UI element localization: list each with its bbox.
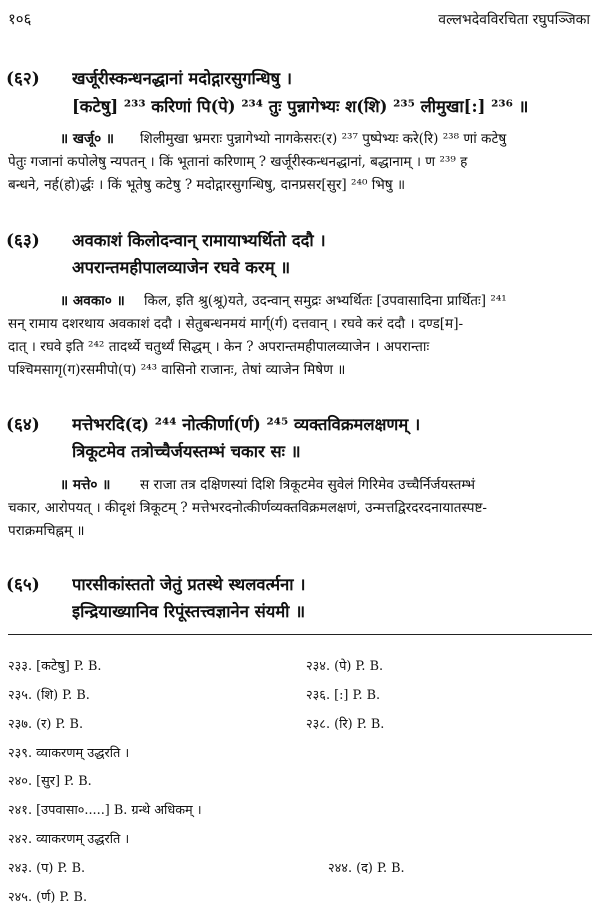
commentary-line: चकार, आरोपयत् । कीदृशं त्रिकूटम् ? मत्तेभरदनोत्कीर्णव्यक्तविक्रमलक्षणं, उन्मत्तद्विरदरदनायातस्पष्ट- — [8, 500, 488, 516]
verse-line: [कटेषु] ²³³ करिणां पि(पे) ²³⁴ तुः पुन्नागेभ्यः श(शि) ²³⁵ लीमुखा[:] ²³⁶ ॥ — [72, 97, 529, 116]
commentary-line: पश्चिमसागृ(ग)रसमीपो(प) ²⁴³ वासिनो राजानः, तेषां व्याजेन मिषेण ॥ — [8, 362, 346, 378]
verse-line: इन्द्रियाख्यानिव रिपूंस्तत्त्वज्ञानेन संयमी ॥ — [72, 602, 306, 621]
commentary-line: पराक्रमचिह्नम् ॥ — [8, 523, 85, 539]
verse-number: (६४) — [6, 415, 40, 435]
footnote-separator — [8, 634, 592, 635]
verse-line: अपरान्तमहीपालव्याजेन रघवे करम् ॥ — [72, 258, 291, 277]
footnote-241: २४१. [उपवासा०.....] B. ग्रन्थे अधिकम् । — [8, 803, 202, 818]
footnote-236: २३६. [:] P. B. — [306, 688, 381, 703]
commentary-line: शिलीमुखा भ्रमराः पुन्नागेभ्यो नागकेसरः(र) ²³⁷ पुष्पेभ्यः करे(रि) ²³⁸ णां कटेषु — [140, 131, 507, 147]
footnote-243: २४३. (प) P. B. — [8, 861, 86, 876]
verse-line: पारसीकांस्ततो जेतुं प्रतस्थे स्थलवर्त्मना । — [72, 575, 306, 594]
page-header — [8, 6, 590, 32]
footnote-242: २४२. व्याकरणम् उद्धरति । — [8, 832, 130, 847]
footnote-240: २४०. [सुर] P. B. — [8, 774, 92, 789]
commentary-keyword: ॥ मत्ते० ॥ — [60, 477, 111, 493]
commentary-line: किल, इति श्रु(श्रू)यते, उदन्वान् समुद्रः अभ्यर्थितः [उपवासादिना प्रार्थितः] ²⁴¹ — [144, 293, 507, 309]
footnote-237: २३७. (र) P. B. — [8, 717, 84, 732]
footnote-233: २३३. [कटेषु] P. B. — [8, 659, 102, 674]
commentary-line: स राजा तत्र दक्षिणस्यां दिशि त्रिकूटमेव सुवेलं गिरिमेव उच्चैर्निर्जयस्तम्भं — [140, 477, 476, 493]
footnote-245: २४५. (र्ण) P. B. — [8, 890, 88, 905]
footnote-239: २३९. व्याकरणम् उद्धरति । — [8, 746, 130, 761]
verse-number: (६२) — [6, 69, 40, 89]
verse-number: (६५) — [6, 575, 40, 595]
footnote-235: २३५. (शि) P. B. — [8, 688, 90, 703]
running-title: वल्लभदेवविरचिता रघुपञ्जिका — [438, 11, 590, 28]
page-number: १०६ — [8, 10, 32, 28]
footnote-238: २३८. (रि) P. B. — [306, 717, 385, 732]
verse-line: खर्जूरीस्कन्धनद्धानां मदोद्गारसुगन्धिषु । — [72, 69, 293, 88]
footnote-244: २४४. (द) P. B. — [328, 861, 405, 876]
commentary-line: पेतुः गजानां कपोलेषु न्यपतन् । किं भूतानां करिणाम् ? खर्जूरीस्कन्धनद्धानां, बद्धानाम् । ण ²³⁹ ह — [8, 154, 468, 170]
commentary-line: बन्धने, नर्ह(हो)र्द्धः । किं भूतेषु कटेषु ? मदोद्गारसुगन्धिषु, दानप्रसर[सुर] ²⁴⁰ भिषु ॥ — [8, 177, 406, 193]
verse-line: त्रिकूटमेव तत्रोच्चैर्जयस्तम्भं चकार सः ॥ — [72, 442, 301, 461]
verse-line: अवकाशं किलोदन्वान् रामायाभ्यर्थितो ददौ । — [72, 231, 326, 250]
commentary-keyword: ॥ खर्जू० ॥ — [60, 131, 115, 147]
footnote-234: २३४. (पे) P. B. — [306, 659, 384, 674]
verse-line: मत्तेभरदि(द) ²⁴⁴ नोत्कीर्णा(र्ण) ²⁴⁵ व्यक्तविक्रमलक्षणम् । — [72, 415, 421, 434]
commentary-line: दात् । रघवे इति ²⁴² तादर्थ्ये चतुर्थ्यं सिद्धम् । केन ? अपरान्तमहीपालव्याजेन । अपरान्ताः — [8, 339, 430, 355]
commentary-keyword: ॥ अवका० ॥ — [60, 293, 125, 309]
commentary-line: सन् रामाय दशरथाय अवकाशं ददौ । सेतुबन्धनमयं मार्ग्(र्ग) दत्तवान् । रघवे करं ददौ । दण्ड[म]- — [8, 316, 464, 332]
verse-number: (६३) — [6, 231, 40, 251]
